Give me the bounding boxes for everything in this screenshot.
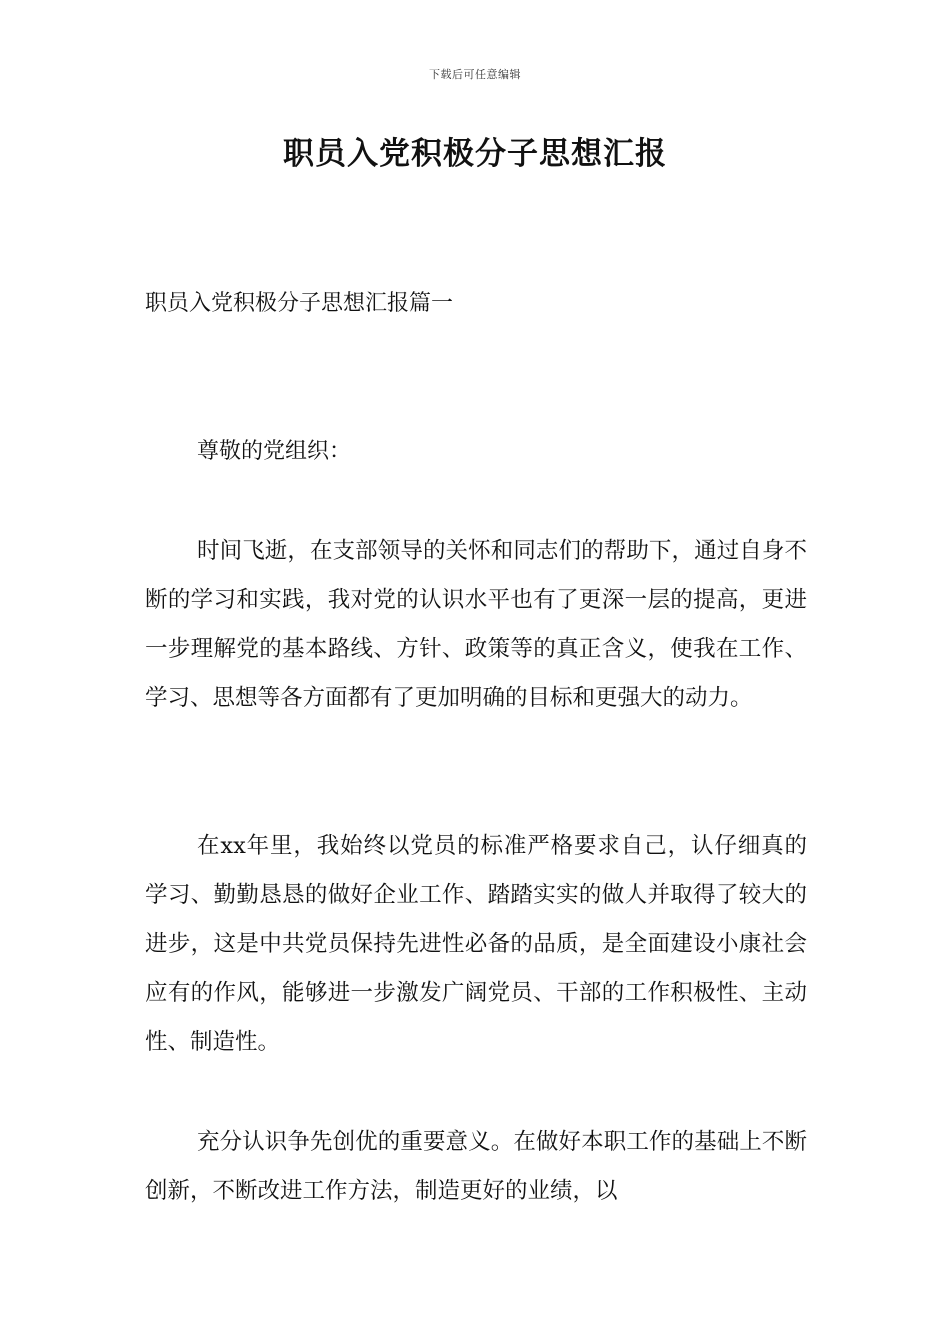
paragraph-1: 时间飞逝，在支部领导的关怀和同志们的帮助下，通过自身不断的学习和实践，我对党的认识水平也有了更深一层的提高，更进一步理解党的基本路线、方针、政策等的真正含义，使我在工作、学习、思想等各方面都有了更加明确的目标和更强大的动力。 <box>145 538 807 711</box>
salutation: 尊敬的党组织： <box>197 439 352 464</box>
document-title: 职员入党积极分子思想汇报 <box>283 136 667 172</box>
paragraph-3: 充分认识争先创优的重要意义。在做好本职工作的基础上不断创新，不断改进工作方法，制造更好的业绩，以 <box>145 1129 807 1204</box>
paragraph-2: 在xx年里，我始终以党员的标准严格要求自己，认仔细真的学习、勤勤恳恳的做好企业工作、踏踏实实的做人并取得了较大的进步，这是中共党员保持先进性必备的品质，是全面建设小康社会应有的作风，能够进一步激发广阔党员、干部的工作积极性、主动性、制造性。 <box>145 833 807 1055</box>
header-note: 下载后可任意编辑 <box>429 68 521 81</box>
section-title: 职员入党积极分子思想汇报篇一 <box>145 291 454 316</box>
